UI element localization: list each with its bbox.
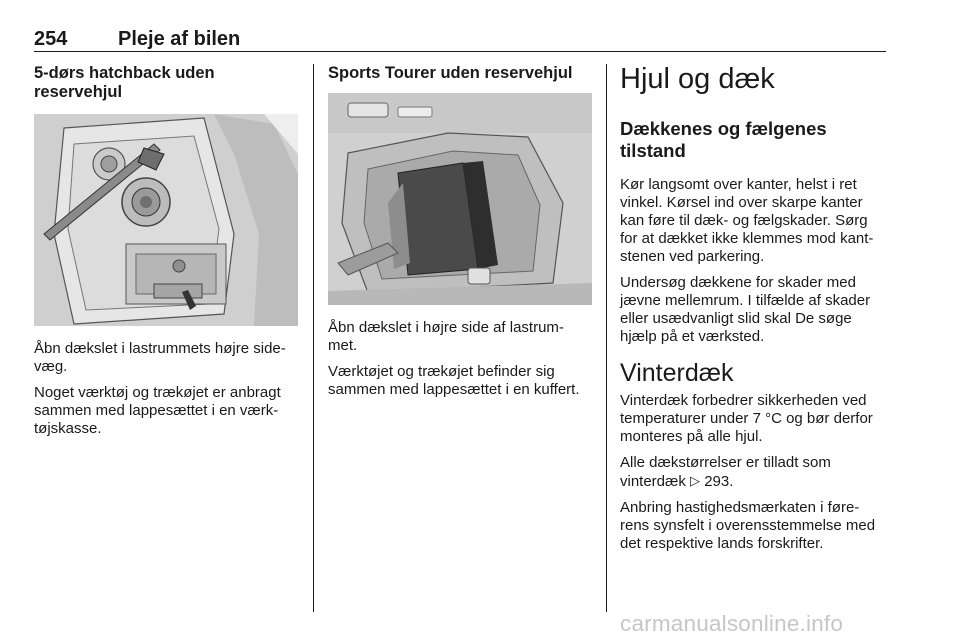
section-heading-sports-tourer: Sports Tourer uden reservehjul <box>328 64 573 82</box>
section-title-winter-tyres: Vinterdæk <box>620 359 734 387</box>
paragraph-winter-2: Alle dækstørrelser er tilladt som vinterdæk ▷ 293. <box>620 454 831 490</box>
paragraph-winter-2-text: Alle dækstørrelser er tilladt som vinterdæk <box>620 454 831 490</box>
column-divider-1 <box>313 64 314 612</box>
paragraph-sports-tourer-2: Værktøjet og trækøjet befinder sig sammen med lappesættet i en kuffert. <box>328 363 580 398</box>
paragraph-winter-3: Anbring hastighedsmærkaten i føre-rens synsfelt i overensstemmelse med det respektive lands forskrifter. <box>620 499 876 552</box>
chapter-title-wheels-tyres: Hjul og dæk <box>620 63 775 95</box>
page-reference-icon: ▷ <box>690 473 701 488</box>
subheading-tyre-condition: Dækkenes og fælgenes tilstand <box>620 118 827 161</box>
column-divider-2 <box>606 64 607 612</box>
figure-hatchback-side-panel <box>34 114 298 326</box>
paragraph-tyre-condition-1: Kør langsomt over kanter, helst i ret vinkel. Kørsel ind over skarpe kanter kan føre til dæk- og fælgskader. Sørg for at dækket ikke klemmes mod kant-stenen ved parkering. <box>620 176 874 265</box>
running-title: Pleje af bilen <box>118 28 241 50</box>
paragraph-hatchback-2: Noget værktøj og trækøjet er anbragt sammen med lappesættet i en værk-tøjskasse. <box>34 384 281 437</box>
page-number: 254 <box>34 28 68 50</box>
column-sports-tourer <box>328 64 592 407</box>
paragraph-sports-tourer-1: Åbn dækslet i højre side af lastrum-met. <box>328 319 564 354</box>
watermark: carmanualsonline.info <box>620 611 844 636</box>
column-wheels-tyres <box>620 62 888 561</box>
paragraph-winter-1: Vinterdæk forbedrer sikkerheden ved temperaturer under 7 °C og bør derfor monteres på alle hjul. <box>620 392 873 445</box>
section-heading-hatchback: 5-dørs hatchback uden reservehjul <box>34 64 215 101</box>
page-header <box>34 28 886 52</box>
column-hatchback <box>34 64 298 446</box>
paragraph-hatchback-1: Åbn dækslet i lastrummets højre side-væg. <box>34 340 286 375</box>
page-reference-number[interactable]: 293 <box>704 473 730 490</box>
paragraph-tyre-condition-2: Undersøg dækkene for skader med jævne mellemrum. I tilfælde af skader eller usædvanligt slid skal De søge hjælp på et værksted. <box>620 274 871 345</box>
figure-sports-tourer-storage <box>328 93 592 305</box>
header-rule <box>34 51 886 52</box>
